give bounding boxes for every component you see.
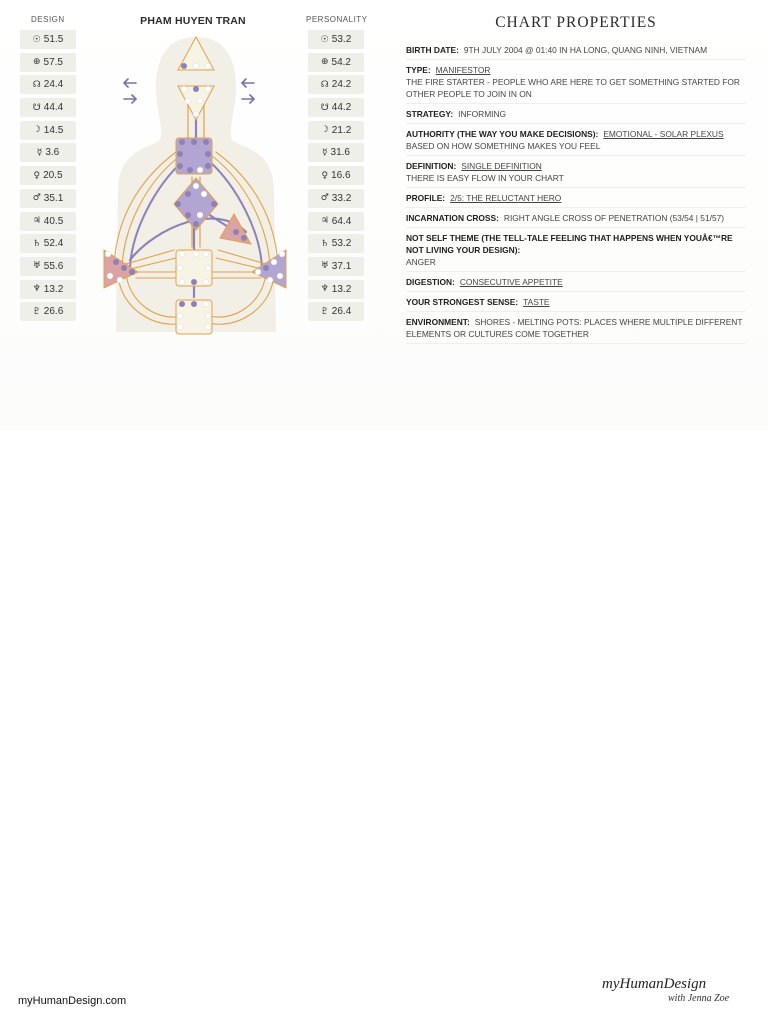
birth-date-row xyxy=(406,40,746,60)
personality-activation-value: 26.4 xyxy=(331,306,352,318)
pluto-icon: ♇ xyxy=(32,306,41,317)
type-label: TYPE: xyxy=(406,65,431,75)
design-activation-value: 14.5 xyxy=(43,124,64,136)
incarnation-cross-row xyxy=(406,208,746,228)
mercury-icon: ☿ xyxy=(36,147,43,158)
definition-link[interactable]: SINGLE DEFINITION xyxy=(461,161,542,171)
environment-row xyxy=(406,312,746,344)
birth-date-label: BIRTH DATE: xyxy=(406,45,459,55)
profile-link[interactable]: 2/5: THE RELUCTANT HERO xyxy=(450,193,562,203)
personality-activation-value: 33.2 xyxy=(331,192,352,204)
personality-activation-value: 24.2 xyxy=(331,79,352,91)
design-activation-value: 52.4 xyxy=(43,238,64,250)
design-activation xyxy=(20,302,76,321)
sense-row xyxy=(406,292,746,312)
design-activation-value: 3.6 xyxy=(45,147,60,159)
south-node-icon: ☋ xyxy=(320,102,329,113)
design-activation-value: 55.6 xyxy=(43,260,64,272)
brand-logo: myHumanDesign xyxy=(602,976,707,992)
design-activation xyxy=(20,121,76,140)
sense-link[interactable]: TASTE xyxy=(523,297,550,307)
design-activation-value: 51.5 xyxy=(43,34,64,45)
definition-description: THERE IS EASY FLOW IN YOUR CHART xyxy=(406,173,564,183)
brand-subtitle: with Jenna Zoe xyxy=(668,993,730,1004)
design-column-label: DESIGN xyxy=(31,15,65,24)
authority-label: AUTHORITY (THE WAY YOU MAKE DECISIONS): xyxy=(406,129,599,139)
venus-icon: ♀ xyxy=(33,170,41,181)
design-activation xyxy=(20,53,76,72)
arrow-right-icon xyxy=(242,95,254,103)
design-activation xyxy=(20,212,76,231)
personality-column-label: PERSONALITY xyxy=(306,15,368,24)
design-activation-value: 57.5 xyxy=(43,56,63,68)
not-self-row xyxy=(406,228,746,272)
personality-planets xyxy=(308,30,364,325)
personality-activation xyxy=(308,189,364,208)
personality-activation-value: 53.2 xyxy=(331,238,352,250)
mars-icon: ♂ xyxy=(320,193,329,204)
strategy-value: INFORMING xyxy=(458,109,507,119)
strategy-row xyxy=(406,104,746,124)
personality-activation xyxy=(308,143,364,162)
personality-activation xyxy=(308,53,364,72)
personality-activation-value: 13.2 xyxy=(331,283,352,295)
digestion-row xyxy=(406,272,746,292)
personality-activation-value: 44.2 xyxy=(331,102,352,114)
incarnation-cross-value: RIGHT ANGLE CROSS OF PENETRATION (53/54 | 51/57) xyxy=(503,213,725,223)
south-node-icon: ☋ xyxy=(32,102,41,113)
bodygraph xyxy=(96,32,296,342)
design-activation-value: 44.4 xyxy=(43,102,64,114)
personality-activation xyxy=(308,98,364,117)
personality-activation-value: 64.4 xyxy=(331,215,352,227)
not-self-value: ANGER xyxy=(406,257,436,267)
mars-icon: ♂ xyxy=(32,193,41,204)
personality-activation xyxy=(308,234,364,253)
personality-activation-value: 54.2 xyxy=(331,56,351,68)
profile-label: PROFILE: xyxy=(406,193,446,203)
design-activation xyxy=(20,166,76,185)
design-activation xyxy=(20,75,76,94)
design-activation-value: 24.4 xyxy=(43,79,64,91)
type-row xyxy=(406,60,746,104)
personality-activation xyxy=(308,302,364,321)
design-activation xyxy=(20,234,76,253)
design-activation-value: 35.1 xyxy=(43,192,64,204)
personality-activation-value: 16.6 xyxy=(331,170,351,182)
uranus-icon: ♅ xyxy=(32,261,41,272)
sun-icon: ☉ xyxy=(320,34,329,45)
authority-description: BASED ON HOW SOMETHING MAKES YOU FEEL xyxy=(406,141,601,151)
type-description: THE FIRE STARTER - PEOPLE WHO ARE HERE TO GET SOMETHING STARTED FOR OTHER PEOPLE TO JOIN IN ON xyxy=(406,77,740,99)
chart-name: PHAM HUYEN TRAN xyxy=(140,15,246,27)
venus-icon: ♀ xyxy=(321,170,329,181)
personality-activation-value: 37.1 xyxy=(331,260,352,272)
jupiter-icon: ♃ xyxy=(320,216,329,226)
design-activation-value: 20.5 xyxy=(43,170,63,182)
personality-activation-value: 53.2 xyxy=(331,34,352,45)
neptune-icon: ♆ xyxy=(320,284,329,295)
birth-date-value: 9TH JULY 2004 @ 01:40 IN HA LONG, QUANG NINH, VIETNAM xyxy=(463,45,708,55)
personality-activation-value: 31.6 xyxy=(330,147,350,159)
environment-label: ENVIRONMENT: xyxy=(406,317,470,327)
personality-activation-value: 21.2 xyxy=(331,124,352,136)
chart-properties-title: CHART PROPERTIES xyxy=(495,14,657,31)
personality-activation xyxy=(308,75,364,94)
arrow-left-icon xyxy=(242,79,254,87)
earth-icon: ⊕ xyxy=(32,57,41,68)
arrow-left-icon xyxy=(124,79,136,87)
design-activation xyxy=(20,143,76,162)
personality-activation xyxy=(308,212,364,231)
design-activation xyxy=(20,280,76,299)
design-activation xyxy=(20,189,76,208)
personality-activation xyxy=(308,280,364,299)
design-activation xyxy=(20,30,76,49)
sense-label: YOUR STRONGEST SENSE: xyxy=(406,297,519,307)
design-activation xyxy=(20,257,76,276)
design-activation-value: 13.2 xyxy=(43,283,64,295)
moon-icon: ☽ xyxy=(32,125,41,136)
personality-activation xyxy=(308,257,364,276)
pluto-icon: ♇ xyxy=(320,306,329,317)
north-node-icon: ☊ xyxy=(320,79,329,90)
profile-row xyxy=(406,188,746,208)
digestion-link[interactable]: CONSECUTIVE APPETITE xyxy=(459,277,563,287)
digestion-label: DIGESTION: xyxy=(406,277,455,287)
personality-activation xyxy=(308,121,364,140)
strategy-label: STRATEGY: xyxy=(406,109,454,119)
design-activation-value: 26.6 xyxy=(43,306,64,318)
definition-row xyxy=(406,156,746,188)
authority-link[interactable]: EMOTIONAL - SOLAR PLEXUS xyxy=(603,129,724,139)
design-planets xyxy=(20,30,76,325)
uranus-icon: ♅ xyxy=(320,261,329,272)
type-link[interactable]: MANIFESTOR xyxy=(435,65,491,75)
footer-url[interactable]: myHumanDesign.com xyxy=(18,995,127,1007)
north-node-icon: ☊ xyxy=(32,79,41,90)
personality-activation xyxy=(308,166,364,185)
jupiter-icon: ♃ xyxy=(32,216,41,226)
incarnation-cross-label: INCARNATION CROSS: xyxy=(406,213,499,223)
not-self-label: NOT SELF THEME (THE TELL-TALE FEELING THAT HAPPENS WHEN YOUÂ€™RE NOT LIVING YOUR DESIGN): xyxy=(406,233,733,255)
personality-activation xyxy=(308,30,364,49)
earth-icon: ⊕ xyxy=(320,57,329,68)
chart-properties xyxy=(406,14,746,344)
saturn-icon: ♄ xyxy=(320,238,329,249)
authority-row xyxy=(406,124,746,156)
saturn-icon: ♄ xyxy=(32,238,41,249)
design-activation-value: 40.5 xyxy=(43,215,64,227)
neptune-icon: ♆ xyxy=(32,284,41,295)
definition-label: DEFINITION: xyxy=(406,161,457,171)
design-activation xyxy=(20,98,76,117)
sun-icon: ☉ xyxy=(32,34,41,45)
environment-value: SHORES - MELTING POTS: PLACES WHERE MULTIPLE DIFFERENT ELEMENTS OR CULTURES COME TOGETHER xyxy=(406,317,743,339)
moon-icon: ☽ xyxy=(320,125,329,136)
mercury-icon: ☿ xyxy=(322,147,328,158)
arrow-right-icon xyxy=(124,95,136,103)
